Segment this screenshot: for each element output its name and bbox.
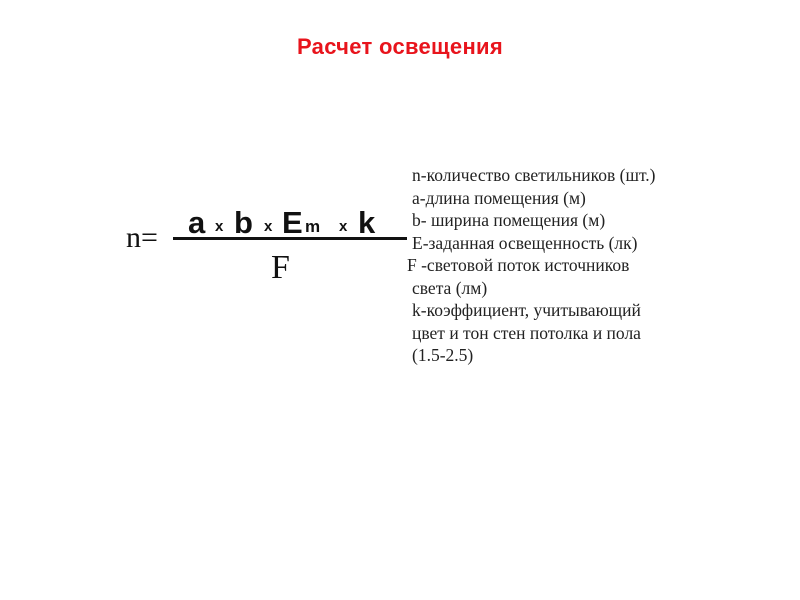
multiply-1: x [215,218,224,235]
var-b: b [234,205,253,240]
multiply-2: x [264,218,273,235]
legend-line-E: E-заданная освещенность (лк) [412,232,638,253]
fraction-bar [173,237,407,240]
multiply-3: x [339,218,348,235]
var-E: E [282,205,303,240]
legend-line-k: k-коэффициент, учитывающий [412,300,641,320]
formula-numerator [188,198,418,238]
legend-line-k-range: (1.5-2.5) [412,345,474,365]
var-k: k [358,205,376,240]
formula-legend [407,164,712,367]
legend-line-a: a-длина помещения (м) [412,187,586,208]
slide-title: Расчет освещения [297,34,503,59]
legend-line-k-cont: цвет и тон стен потолка и пола [412,322,641,343]
legend-line-F-cont: света (лм) [412,277,488,298]
legend-line-b: b- ширина помещения (м) [412,210,606,230]
formula-denominator: F [271,249,290,286]
legend-line-F: F -световой поток источников [407,255,630,275]
legend-line-n: n-количество светильников (шт.) [412,165,656,185]
formula-lhs: n= [126,221,158,254]
formula [126,196,416,306]
subscript-m: m [305,217,321,236]
var-a: a [188,205,206,240]
